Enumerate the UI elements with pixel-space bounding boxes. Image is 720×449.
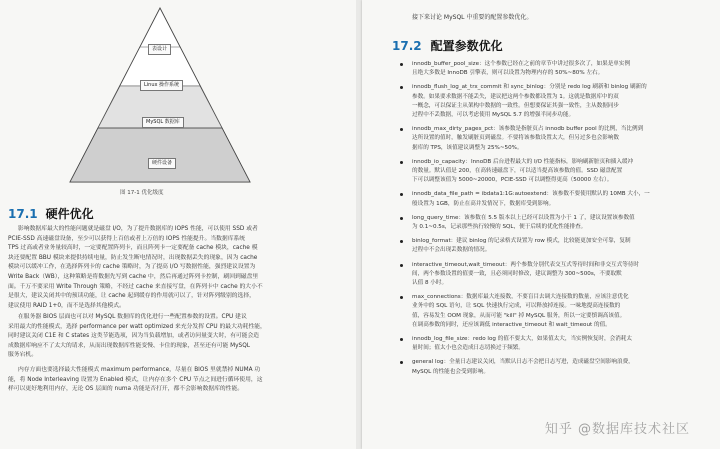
text-line: innodb_data_file_path = ibdata1:1G:autoextend：该参数不要使用默认的 10MB 大小，一 [412, 191, 650, 198]
text-line: 般设置为 1GB，防止在高并发情况下，数据库受到影响。 [412, 200, 555, 207]
parameter-item [398, 83, 712, 120]
text-line: 业务中的 SQL 语句，让 SQL 快速执行完成，可以释放掉连接。一味地提高连接数的 [412, 303, 621, 310]
parameter-item [398, 358, 712, 376]
section-number: 17.1 [8, 207, 38, 221]
bullet-dot-icon [400, 240, 403, 243]
paragraph-memory [8, 366, 348, 395]
bullet-dot-icon [400, 217, 403, 220]
text-line: 认值 8 小时。 [412, 280, 448, 287]
text-line: Write Back（WB），这种策略是将数据先写到 cache 中，然后再通过阵列卡控制，刷回到磁盘里 [8, 273, 259, 280]
text-line: 为 0.1~0.5s，记录那些执行较慢的 SQL，便于后续的优化性能排查。 [412, 224, 587, 231]
watermark: 知乎 @数据库技术社区 [544, 422, 690, 437]
paragraph-bios-cpu [8, 313, 348, 361]
text-line: innodb_buffer_pool_size：这个参数已经在之前的章节中讲过很多次了，如果是单实例 [412, 61, 631, 67]
text-line: 模块可以缓冲工作，在选择阵列卡的 cache 策略时，为了提高 I/O 写数据性能，强烈建议设置为 [8, 264, 256, 271]
bullet-dot-icon [400, 86, 403, 89]
text-line: long_query_time：该参数在 5.5 版本以上已经可以设置为小于 1 了，建议设置该参数值 [412, 214, 635, 221]
section-title: 硬件优化 [45, 207, 94, 221]
section-title: 配置参数优化 [430, 39, 503, 53]
parameter-item [398, 60, 712, 78]
text-line: general log：全量日志建议关闭，当默认日志不会把日志写进，造成磁盘空间影响浪费， [412, 359, 634, 366]
text-line: interactive_timeout,wait_timeout：两个参数分别代表交互式等待时间和非交互式等待时 [412, 261, 640, 268]
text-line: 参数。如果要求数据不能丢失，建议把这两个参数都设置为 1。这就是数据库中的双 [412, 93, 619, 100]
text-line: 值，容易发生 OOM 现象，从而可能 "kill" 掉 MySQL 服务，所以一定要慎调高该值。 [412, 312, 626, 319]
text-line: 在服务器 BIOS 层面也可以对 MySQL 数据库的优化进行一些配置参数的设置。CPU 建议 [18, 314, 247, 320]
text-line: 同时建议关闭 C1E 和 C states 这类节能选项，因为当负载增加，或者访问量变大时，有可能会造 [8, 333, 260, 340]
parameter-item [398, 261, 712, 289]
parameter-item [398, 125, 712, 153]
pyramid-figure [60, 6, 260, 186]
bullet-dot-icon [400, 63, 403, 66]
bullet-dot-icon [400, 361, 403, 364]
text-line: innodb_io_capacity：InnoDB 后台进程最大的 I/O 性能指标，影响刷新脏页和插入缓冲 [412, 158, 634, 165]
parameter-item [398, 158, 712, 186]
text-line: 据库的 TPS，该值建议调整为 25%~50%。 [412, 144, 523, 151]
intro-text: 接下来讨论 MySQL 中重要的配置参数优化。 [412, 14, 533, 21]
figure-caption: 图 17-1 优化级度 [120, 190, 164, 196]
text-line: 能，将 Node Interleaving 设置为 Enabled 模式，让内存在多个 CPU 节点之间进行循环使用，这 [8, 376, 263, 383]
text-line: 一概念，可以保证主从架构中数据的一致性。但想要保证其强一致性，主从数据同步 [412, 102, 619, 109]
text-line: 过程中不会出现丢数据的情况。 [412, 247, 491, 254]
parameter-list [398, 60, 712, 382]
parameter-item [398, 214, 712, 232]
left-page [0, 0, 356, 449]
text-line: TPS 过高或者业务量较高时，一定要配置阵列卡，而且阵列卡一定要配备 cache 模块，cache 模 [8, 245, 258, 252]
text-line: 过程中不丢数据，可以考虑使用 MySQL 5.7 的增强半同步功能。 [412, 112, 575, 119]
text-line: 块还要配置 BBU 模块来提供持续电量，防止发生断电情况时，出现数据丢失的现象，因为 cache [8, 254, 258, 261]
paragraph-disk-io [8, 225, 348, 311]
text-line: 是很大，建议关闭其中的预读功能，让 cache 起到缓存的作用就可以了，针对阵列级别的选择， [8, 293, 255, 300]
text-line: 内存方面也要选择最大性能模式 maximum performance，尽量在 BIOS 里就禁掉 NUMA 功 [18, 367, 261, 373]
text-line: 面。千万不要采用 Write Through 策略，不经过 cache 来直接写盘，在阵列卡中 cache 的大小不 [8, 283, 263, 290]
text-line: 采用最大的性能模式，选择 performance per watt optimized 来充分发挥 CPU 的最大功耗性能， [8, 323, 266, 330]
pyramid-label-hardware: 硬件设备 [148, 158, 176, 169]
text-line: 达所设置的值时，触发刷脏页到磁盘。不要将该参数设置太大，但另过多也会影响数 [412, 135, 619, 142]
bullet-dot-icon [400, 338, 403, 341]
text-line: 服务宕机。 [8, 352, 37, 359]
bullet-dot-icon [400, 193, 403, 196]
bullet-dot-icon [400, 128, 403, 131]
text-line: 在调高参数的同时，还应该调低 interactive_timeout 和 wait_timeout 的值。 [412, 321, 611, 328]
pyramid-band-hardware [70, 128, 250, 182]
section-heading-hardware [8, 205, 94, 222]
text-line: innodb_flush_log_at_trx_commit 和 sync_binlog：分别是 redo log 刷新和 binlog 刷新的 [412, 84, 647, 91]
bullet-dot-icon [400, 264, 403, 267]
parameter-item [398, 237, 712, 255]
text-line: PCIE-SSD 高速磁盘设备，至少可以获得上百倍或者上万倍的 IOPS 性能提升。当数据库系统 [8, 235, 246, 242]
text-line: 量时间；值太小也会造成日志切换过于频繁。 [412, 345, 524, 352]
parameter-item [398, 190, 712, 208]
pyramid-label-mysql: MySQL 数据库 [142, 117, 184, 128]
text-line: binlog_format：建议 binlog 的记录格式设置为 row 模式，比较能更加安全可靠，复制 [412, 238, 631, 245]
text-line: 建议使用 RAID 1+0，而不是选择其他模式。 [8, 302, 125, 309]
text-line: 样可以更好地利用内存，无论 OS 层面的 numa 功能是否打开，都不会影响数据库的性能。 [8, 386, 244, 393]
section-heading-config [392, 37, 503, 54]
section-number: 17.2 [392, 39, 422, 53]
bullet-dot-icon [400, 296, 403, 299]
text-line: 影响数据库最大的性能问题就是磁盘 I/O，为了提升数据库的 IOPS 性能，可以使用 SSD 或者 [18, 226, 258, 232]
text-line: 的数量。默认值是 200，在高转速磁盘下，可以适当提高该参数的值。SSD 磁盘配置 [412, 168, 623, 175]
bullet-dot-icon [400, 161, 403, 164]
text-line: 成数据库响应不了太大的请求，从而出现数据库性能变慢、卡住的现象，甚至还有可能 MySQL [8, 342, 251, 349]
text-line: MySQL 的性能也会受到影响。 [412, 368, 489, 375]
parameter-item [398, 293, 712, 330]
text-line: max_connections：数据库最大连接数，不要盲目去调大连接数的数量，应该注意优化 [412, 294, 629, 301]
text-line: 下可以调整该值为 5000~20000，PCIE-SSD 可以调整得更高（50000 左右）。 [412, 177, 613, 184]
parameter-item [398, 335, 712, 353]
pyramid-label-linux: Linux 操作系统 [140, 80, 183, 91]
text-line: innodb_log_file_size：redo log 的值不要太大，如果值太大，当实例恢复时，会消耗太 [412, 336, 632, 343]
pyramid-label-table-design: 表设计 [148, 44, 171, 55]
text-line: 且绝大多数是 InnoDB 引擎表，则可以设置为物理内存的 50%~80% 左右。 [412, 70, 604, 77]
text-line: 间，两个参数设置的值要一致，且必须同时修改，建议调整为 300~500s，不要取默 [412, 270, 622, 277]
text-line: innodb_max_dirty_pages_pct：该参数是指脏页占 innodb buffer pool 的比例，当比例到 [412, 126, 644, 133]
